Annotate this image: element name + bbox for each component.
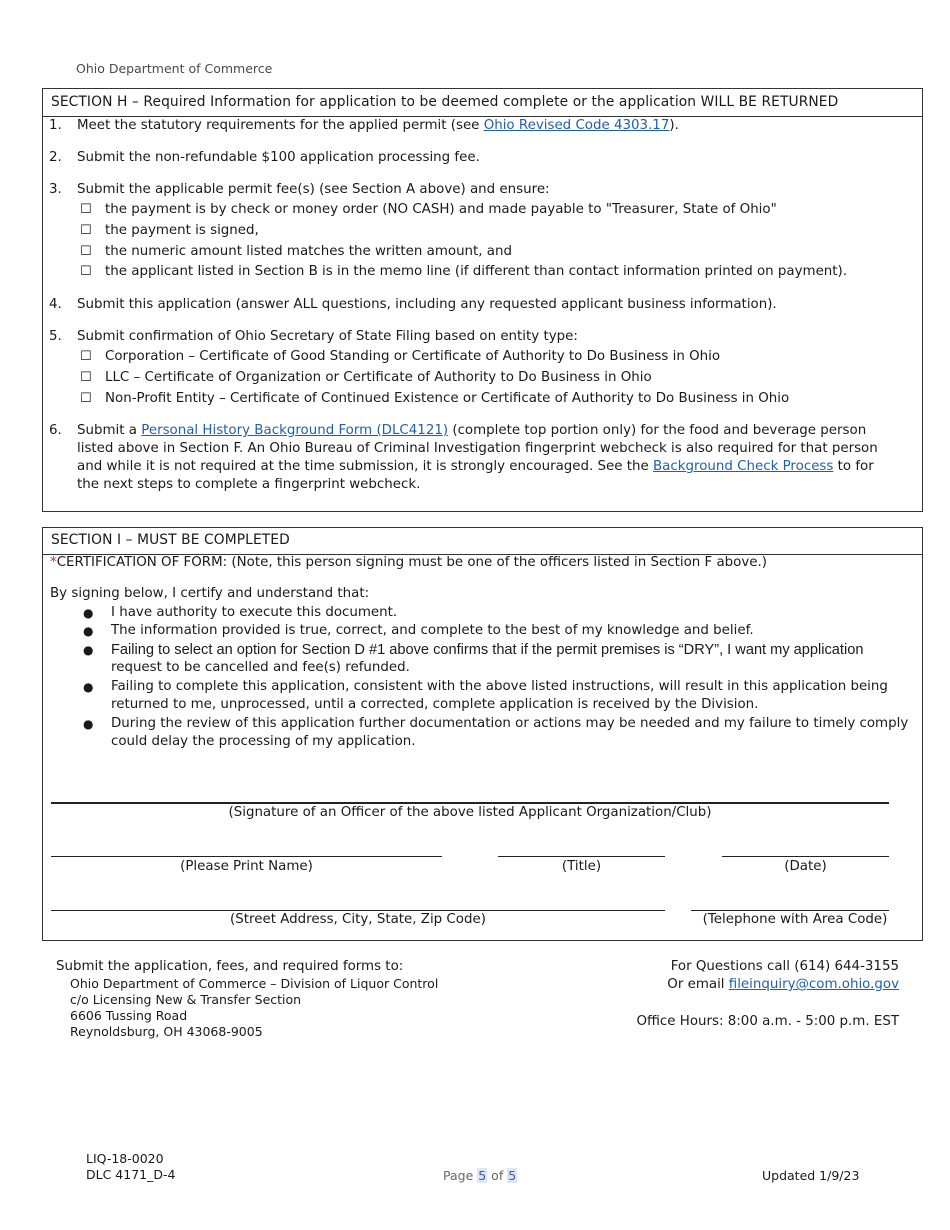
address-line: c/o Licensing New & Transfer Section	[70, 992, 302, 1007]
checkbox[interactable]: ☐	[80, 264, 92, 279]
bullet-icon: ●	[83, 643, 94, 657]
check-item-text: Corporation – Certificate of Good Standing or Certificate of Authority to Do Business in Ohio	[105, 349, 721, 364]
checkbox[interactable]: ☐	[80, 370, 92, 385]
certification-bullet: The information provided is true, correct, and complete to the best of my knowledge and belief.	[111, 623, 754, 638]
certification-bullet: During the review of this application further documentation or actions may be needed and my failure to timely comply	[111, 716, 909, 731]
updated-date: Updated 1/9/23	[762, 1168, 860, 1183]
email-line: Or email fileinquiry@com.ohio.gov	[667, 977, 899, 992]
item-number: 1.	[49, 118, 62, 133]
orc-link[interactable]: Ohio Revised Code 4303.17	[483, 118, 670, 133]
item-number: 6.	[49, 423, 62, 438]
section-i-title: SECTION I – MUST BE COMPLETED	[43, 528, 922, 555]
checkbox[interactable]: ☐	[80, 244, 92, 259]
check-item-text: LLC – Certificate of Organization or Certificate of Authority to Do Business in Ohio	[105, 370, 652, 385]
item-number: 3.	[49, 182, 62, 197]
form-id	[86, 1151, 175, 1183]
submit-heading: Submit the application, fees, and required forms to:	[56, 959, 404, 974]
bullet-icon: ●	[83, 606, 94, 620]
address-line: Ohio Department of Commerce – Division of Liquor Control	[70, 976, 439, 991]
certification-bullet: could delay the processing of my application.	[111, 734, 416, 749]
page-indicator: Page 5 of 5	[443, 1168, 517, 1183]
date-field[interactable]	[722, 856, 889, 857]
telephone-caption: (Telephone with Area Code)	[702, 912, 888, 927]
certification-bullet: Failing to select an option for Section D #1 above confirms that if the permit premises is “DRY”, I want my application	[111, 642, 864, 658]
item-number: 4.	[49, 297, 62, 312]
print-name-caption: (Please Print Name)	[180, 859, 313, 874]
contact-info	[579, 958, 899, 1031]
item-text: and while it is not required at the time submission, it is strongly encouraged. See the Background Check Process to for	[77, 459, 874, 474]
item-text: Submit the applicable permit fee(s) (see Section A above) and ensure:	[77, 182, 550, 197]
office-hours: Office Hours: 8:00 a.m. - 5:00 p.m. EST	[636, 1014, 899, 1029]
agency-header: Ohio Department of Commerce	[76, 61, 273, 76]
certification-label: *CERTIFICATION OF FORM: (Note, this person signing must be one of the officers listed in Section F above.)	[50, 555, 768, 570]
certification-bullet: Failing to complete this application, consistent with the above listed instructions, will result in this application being	[111, 679, 888, 694]
item-number: 2.	[49, 150, 62, 165]
check-item-text: the payment is by check or money order (NO CASH) and made payable to "Treasurer, State of Ohio"	[105, 202, 777, 217]
bullet-icon: ●	[83, 624, 94, 638]
item-text: Submit a Personal History Background Form (DLC4121) (complete top portion only) for the food and beverage person	[77, 423, 867, 438]
item-number: 5.	[49, 329, 62, 344]
checkbox[interactable]: ☐	[80, 202, 92, 217]
title-field[interactable]	[498, 856, 665, 857]
item-text: Submit confirmation of Ohio Secretary of State Filing based on entity type:	[77, 329, 578, 344]
item-text: Submit the non-refundable $100 application processing fee.	[77, 150, 480, 165]
form-id-line: DLC 4171_D-4	[86, 1167, 176, 1182]
certification-bullet: I have authority to execute this document.	[111, 605, 398, 620]
certification-bullet: returned to me, unprocessed, until a corrected, complete application is received by the Division.	[111, 697, 759, 712]
checkbox[interactable]: ☐	[80, 349, 92, 364]
submit-instructions	[56, 958, 438, 1040]
questions-phone: For Questions call (614) 644-3155	[670, 959, 899, 974]
address-line: 6606 Tussing Road	[70, 1008, 188, 1023]
certification-bullet: request to be cancelled and fee(s) refunded.	[111, 660, 410, 675]
section-h-title: SECTION H – Required Information for application to be deemed complete or the application WILL BE RETURNED	[43, 89, 922, 117]
item-text: listed above in Section F. An Ohio Bureau of Criminal Investigation fingerprint webcheck is also required for that person	[77, 441, 878, 456]
bullet-icon: ●	[83, 717, 94, 731]
signature-caption: (Signature of an Officer of the above listed Applicant Organization/Club)	[228, 805, 712, 820]
certification-intro: By signing below, I certify and understand that:	[50, 586, 370, 601]
item-text: the next steps to complete a fingerprint webcheck.	[77, 477, 421, 492]
section-h-box	[42, 88, 923, 512]
form-id-line: LIQ-18-0020	[86, 1151, 164, 1166]
section-i-box	[42, 527, 923, 941]
check-item-text: Non-Profit Entity – Certificate of Continued Existence or Certificate of Authority to Do Business in Ohio	[105, 391, 790, 406]
check-item-text: the numeric amount listed matches the written amount, and	[105, 244, 513, 259]
background-check-link[interactable]: Background Check Process	[653, 459, 834, 474]
total-pages: 5	[508, 1168, 517, 1183]
check-item-text: the payment is signed,	[105, 223, 259, 238]
item-text: Meet the statutory requirements for the applied permit (see Ohio Revised Code 4303.17).	[77, 118, 679, 133]
item-text: Submit this application (answer ALL questions, including any requested applicant business information).	[77, 297, 777, 312]
street-address-caption: (Street Address, City, State, Zip Code)	[230, 912, 486, 927]
checkbox[interactable]: ☐	[80, 223, 92, 238]
bullet-icon: ●	[83, 680, 94, 694]
required-asterisk: *	[50, 555, 57, 570]
date-caption: (Date)	[784, 859, 827, 874]
personal-history-form-link[interactable]: Personal History Background Form (DLC4121)	[141, 423, 449, 438]
email-link[interactable]: fileinquiry@com.ohio.gov	[728, 977, 899, 992]
title-caption: (Title)	[561, 859, 602, 874]
address-line: Reynoldsburg, OH 43068-9005	[70, 1024, 263, 1039]
check-item-text: the applicant listed in Section B is in the memo line (if different than contact information printed on payment).	[105, 264, 848, 279]
current-page: 5	[478, 1168, 487, 1183]
print-name-field[interactable]	[51, 856, 442, 857]
checkbox[interactable]: ☐	[80, 391, 92, 406]
